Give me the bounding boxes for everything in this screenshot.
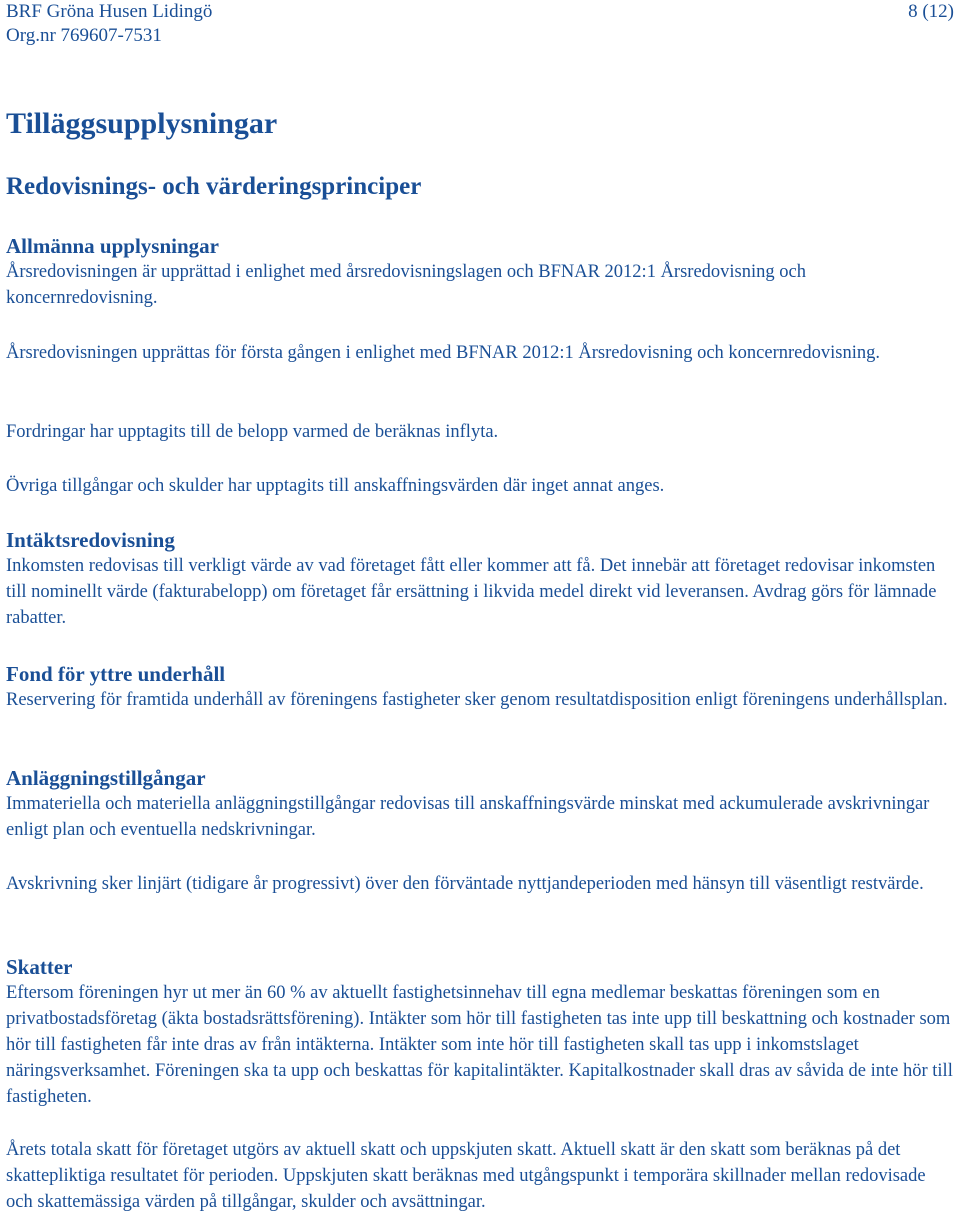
section-assets [6, 765, 954, 843]
general-paragraph-2: Årsredovisningen upprättas för första gången i enlighet med BFNAR 2012:1 Årsredovisning och koncernredovisning. [6, 343, 880, 363]
maintenance-paragraph-1: Reservering för framtida underhåll av föreningens fastigheter sker genom resultatdisposition enligt föreningens underhållsplan. [6, 690, 948, 710]
taxes-paragraph-2: Årets totala skatt för företaget utgörs av aktuell skatt och uppskjuten skatt. Aktuell skatt är den skatt som beräknas på det skattepliktiga resultatet för perioden. Uppskjuten skatt beräknas med utgångspunkt i temporära skillnader mellan redovisade och skattemässiga värden på tillgångar, skulder och avsättningar. [6, 1140, 926, 1212]
assets-block-2 [6, 871, 954, 897]
page-header-left [6, 0, 212, 48]
section-heading-maintenance: Fond för yttre underhåll [6, 662, 226, 686]
section-heading-general: Allmänna upplysningar [6, 234, 219, 258]
section-heading-taxes: Skatter [6, 955, 73, 979]
assets-paragraph-1: Immateriella och materiella anläggningstillgångar redovisas till anskaffningsvärde minskat med ackumulerade avskrivningar enligt plan och eventuella nedskrivningar. [6, 794, 930, 840]
section-revenue [6, 527, 954, 631]
section-heading-assets: Anläggningstillgångar [6, 766, 206, 790]
section-heading-revenue: Intäktsredovisning [6, 528, 175, 552]
taxes-block-2 [6, 1137, 954, 1215]
section-maintenance [6, 661, 954, 713]
section-taxes [6, 954, 954, 1110]
general-block-3 [6, 419, 954, 445]
general-paragraph-1: Årsredovisningen är upprättad i enlighet med årsredovisningslagen och BFNAR 2012:1 Årsredovisning och koncernredovisning. [6, 262, 806, 308]
section-general [6, 233, 954, 311]
page-subtitle: Redovisnings- och värderingsprinciper [6, 173, 422, 200]
general-block-2 [6, 340, 954, 366]
org-number: Org.nr 769607-7531 [6, 25, 162, 46]
taxes-paragraph-1: Eftersom föreningen hyr ut mer än 60 % av aktuellt fastighetsinnehav till egna medlemar beskattas föreningen som en privatbostadsföretag (äkta bostadsrättsförening). Intäkter som hör till fastigheten tas inte upp till beskattning och kostnader som hör till fastigheten får inte dras av från intäkterna. Intäkter som inte hör till fastigheten skall tas upp i inkomstslaget näringsverksamhet. Föreningen ska ta upp och beskattas för kapitalintäkter. Kapitalkostnader skall dras av såvida de inte hör till fastigheten. [6, 983, 953, 1107]
association-name: BRF Gröna Husen Lidingö [6, 1, 213, 22]
general-block-4 [6, 473, 954, 499]
page-number: 8 (12) [908, 1, 954, 22]
general-paragraph-4: Övriga tillgångar och skulder har upptagits till anskaffningsvärden där inget annat anges. [6, 476, 665, 496]
revenue-paragraph-1: Inkomsten redovisas till verkligt värde av vad företaget fått eller kommer att få. Det innebär att företaget redovisar inkomsten till nominellt värde (fakturabelopp) om företaget får ersättning i likvida medel direkt vid leveransen. Avdrag görs för lämnade rabatter. [6, 556, 937, 628]
page-title: Tilläggsupplysningar [6, 107, 278, 140]
assets-paragraph-2: Avskrivning sker linjärt (tidigare år progressivt) över den förväntade nyttjandeperioden med hänsyn till väsentligt restvärde. [6, 874, 924, 894]
general-paragraph-3: Fordringar har upptagits till de belopp varmed de beräknas inflyta. [6, 422, 499, 442]
